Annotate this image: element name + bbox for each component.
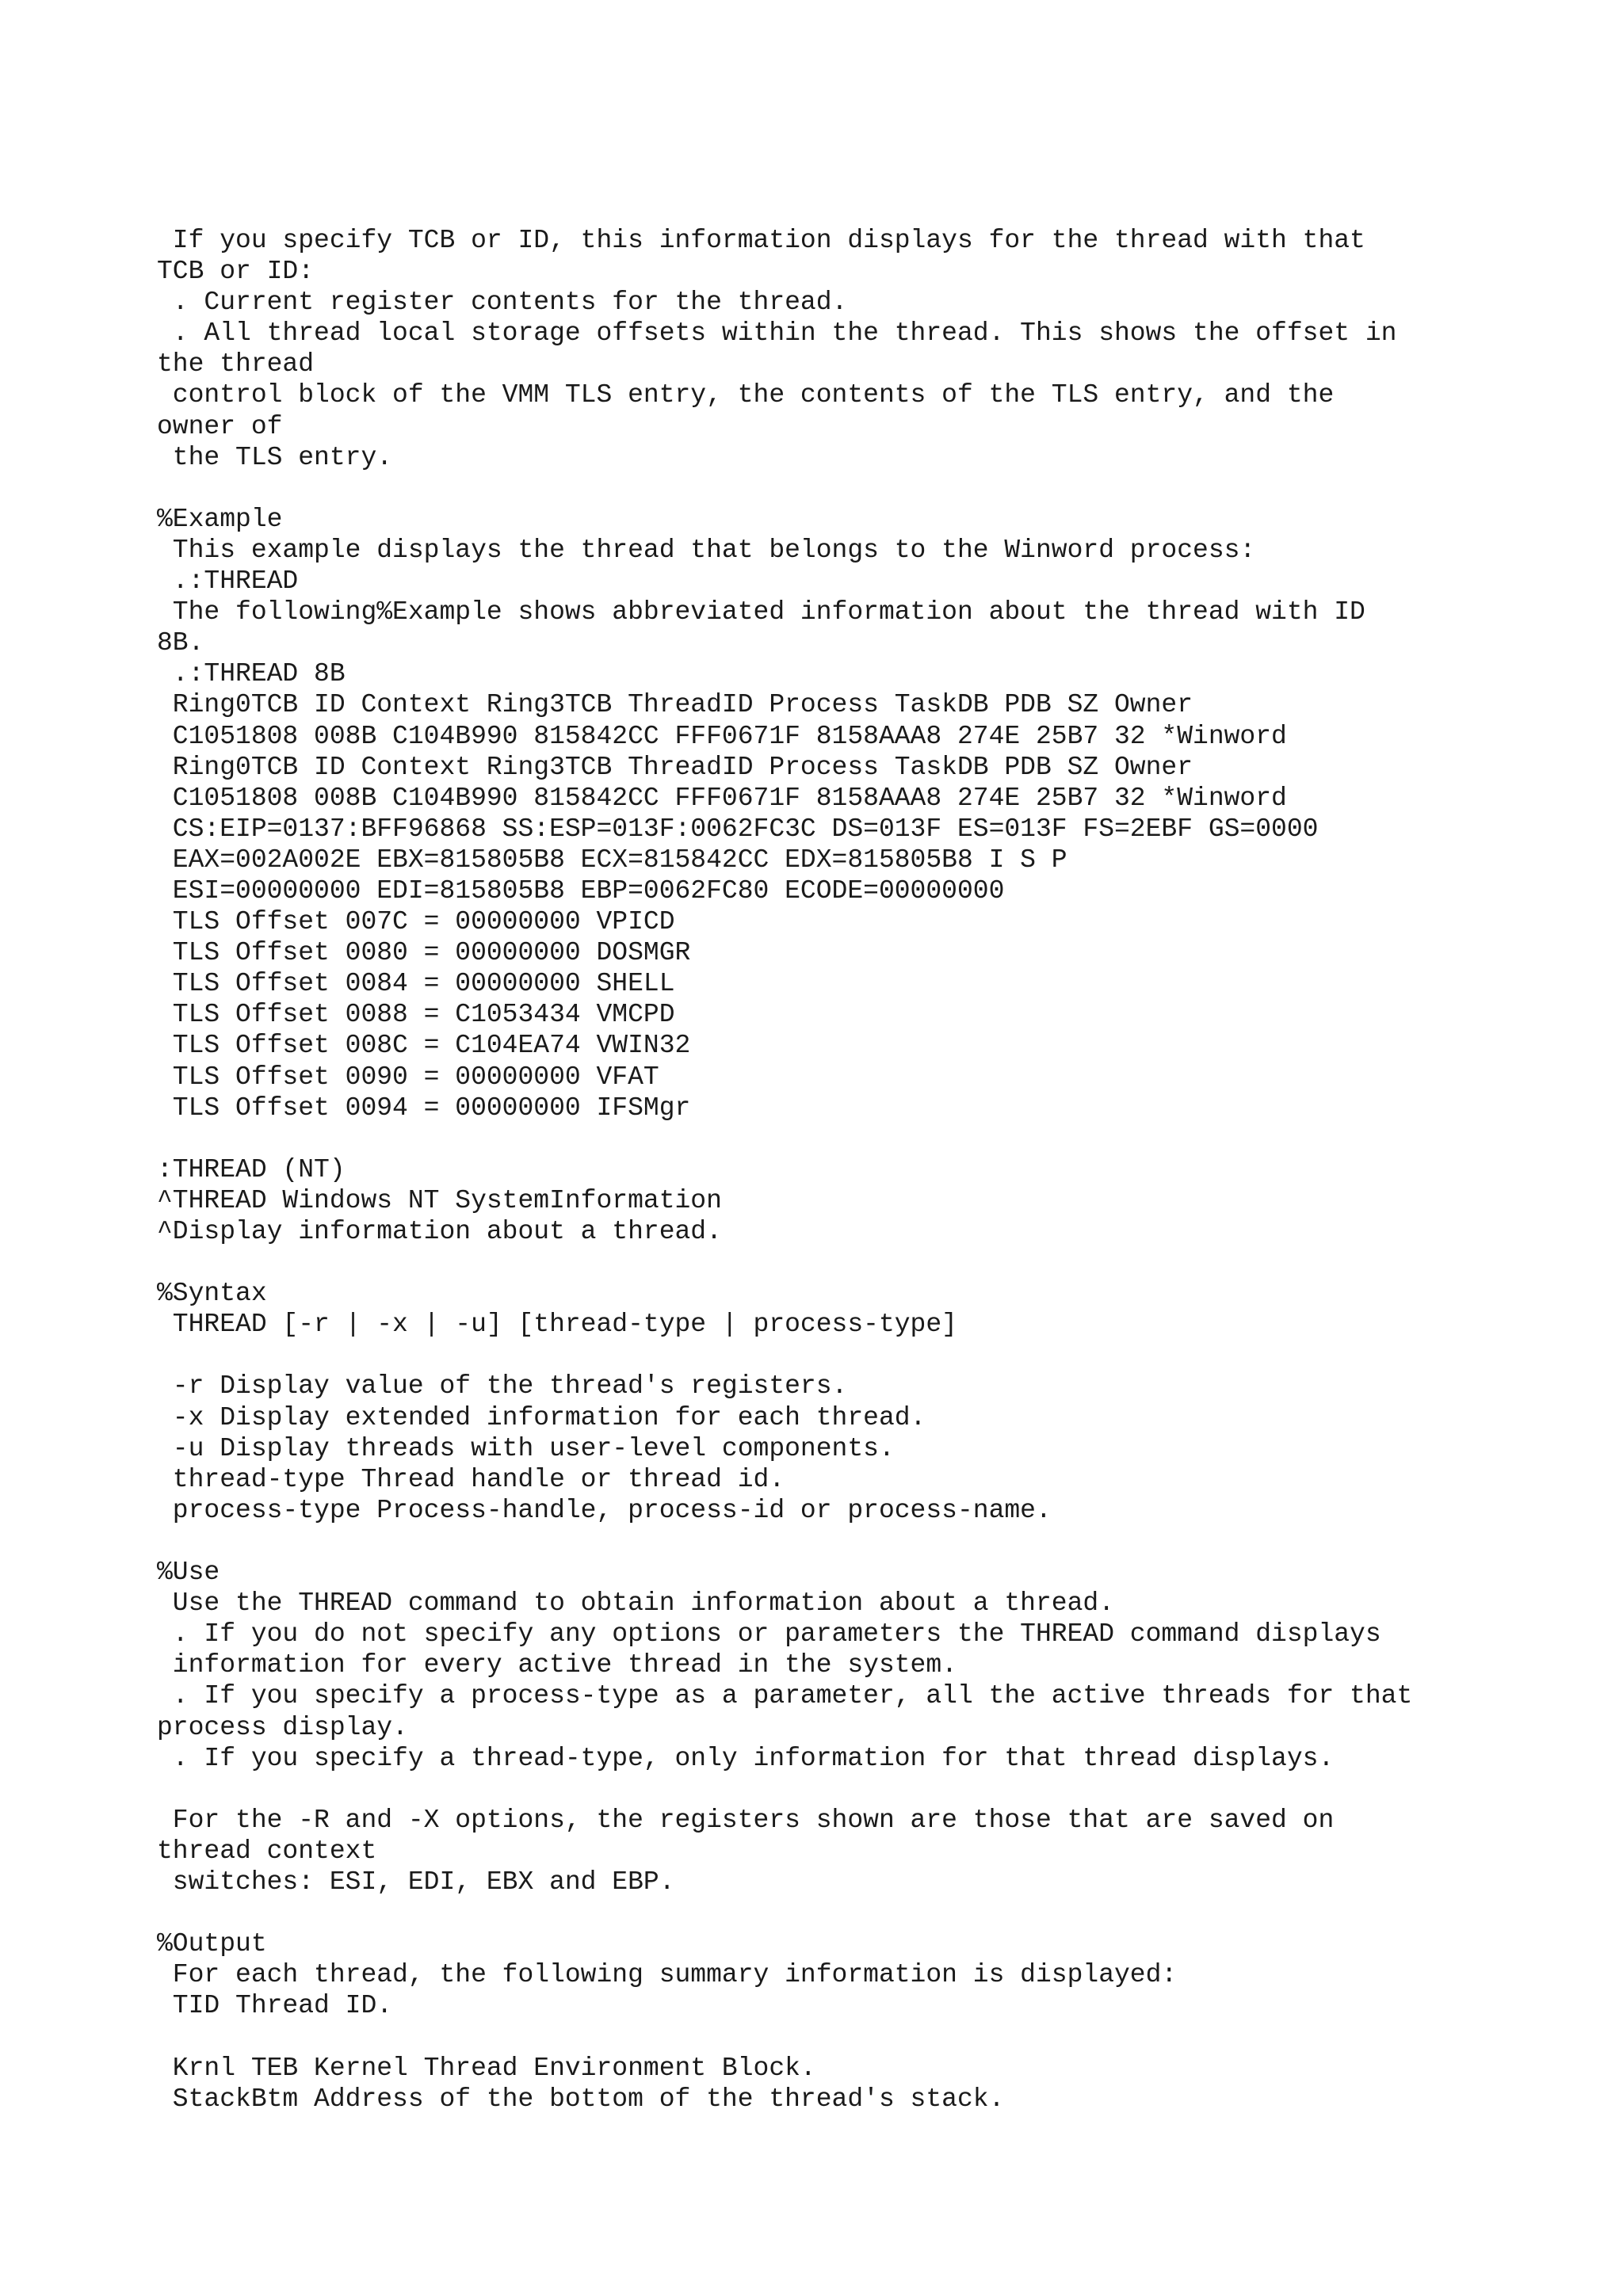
text-line: thread-type Thread handle or thread id. bbox=[157, 1464, 785, 1494]
text-line: .:THREAD 8B bbox=[157, 659, 346, 689]
text-line: ^THREAD Windows NT SystemInformation bbox=[157, 1185, 722, 1215]
text-line: -r Display value of the thread's registers. bbox=[157, 1371, 848, 1402]
text-line: ^Display information about a thread. bbox=[157, 1217, 722, 1246]
text-line: %Example bbox=[157, 504, 283, 534]
text-line: the TLS entry. bbox=[157, 442, 393, 472]
text-line: This example displays the thread that belongs to the Winword process: bbox=[157, 535, 1256, 565]
text-line: the thread bbox=[157, 349, 315, 379]
text-line: EAX=002A002E EBX=815805B8 ECX=815842CC EDX=815805B8 I S P bbox=[157, 845, 1067, 875]
text-line: thread context bbox=[157, 1836, 377, 1866]
text-line: TLS Offset 0084 = 00000000 SHELL bbox=[157, 969, 675, 999]
blank-line bbox=[157, 1247, 1583, 1278]
blank-line bbox=[157, 1340, 1583, 1371]
text-line: Use the THREAD command to obtain information about a thread. bbox=[157, 1589, 1114, 1619]
text-line: process-type Process-handle, process-id or process-name. bbox=[157, 1495, 1052, 1525]
text-line: The following%Example shows abbreviated information about the thread with ID bbox=[157, 597, 1365, 627]
text-line: C1051808 008B C104B990 815842CC FFF0671F 8158AAA8 274E 25B7 32 *Winword bbox=[157, 783, 1287, 813]
text-line: . Current register contents for the thread. bbox=[157, 288, 848, 318]
text-line: . All thread local storage offsets within the thread. This shows the offset in bbox=[157, 318, 1397, 349]
text-line: TCB or ID: bbox=[157, 257, 315, 287]
text-line: Ring0TCB ID Context Ring3TCB ThreadID Process TaskDB PDB SZ Owner bbox=[157, 690, 1193, 720]
text-line: . If you do not specify any options or parameters the THREAD command displays bbox=[157, 1619, 1381, 1650]
text-line: %Output bbox=[157, 1929, 267, 1959]
blank-line bbox=[157, 1526, 1583, 1557]
text-line: Ring0TCB ID Context Ring3TCB ThreadID Process TaskDB PDB SZ Owner bbox=[157, 752, 1193, 782]
text-line: .:THREAD bbox=[157, 566, 299, 597]
blank-line bbox=[157, 1123, 1583, 1154]
text-line: . If you specify a thread-type, only information for that thread displays. bbox=[157, 1743, 1335, 1773]
text-line: For the -R and -X options, the registers shown are those that are saved on bbox=[157, 1805, 1335, 1835]
text-line: TLS Offset 0094 = 00000000 IFSMgr bbox=[157, 1093, 691, 1123]
text-line: StackBtm Address of the bottom of the thread's stack. bbox=[157, 2084, 1005, 2114]
text-line: -u Display threads with user-level components. bbox=[157, 1433, 895, 1463]
text-line: 8B. bbox=[157, 628, 204, 658]
text-line: C1051808 008B C104B990 815842CC FFF0671F 8158AAA8 274E 25B7 32 *Winword bbox=[157, 721, 1287, 751]
text-line: TLS Offset 007C = 00000000 VPICD bbox=[157, 907, 675, 937]
text-line: :THREAD (NT) bbox=[157, 1154, 346, 1184]
text-line: ESI=00000000 EDI=815805B8 EBP=0062FC80 ECODE=00000000 bbox=[157, 875, 1005, 906]
text-line: . If you specify a process-type as a parameter, all the active threads for that bbox=[157, 1681, 1413, 1711]
blank-line bbox=[157, 1897, 1583, 1928]
text-line: If you specify TCB or ID, this information displays for the thread with that bbox=[157, 226, 1365, 255]
text-line: switches: ESI, EDI, EBX and EBP. bbox=[157, 1867, 675, 1897]
text-line: TLS Offset 0090 = 00000000 VFAT bbox=[157, 1062, 659, 1092]
text-line: %Syntax bbox=[157, 1279, 267, 1309]
text-line: CS:EIP=0137:BFF96868 SS:ESP=013F:0062FC3C DS=013F ES=013F FS=2EBF GS=0000 bbox=[157, 814, 1319, 844]
text-line: TLS Offset 008C = C104EA74 VWIN32 bbox=[157, 1031, 691, 1061]
document-body bbox=[157, 225, 1583, 2115]
text-line: TLS Offset 0080 = 00000000 DOSMGR bbox=[157, 938, 691, 968]
blank-line bbox=[157, 2021, 1583, 2052]
blank-line bbox=[157, 1774, 1583, 1805]
text-line: control block of the VMM TLS entry, the contents of the TLS entry, and the bbox=[157, 380, 1335, 410]
text-line: -x Display extended information for each thread. bbox=[157, 1402, 926, 1432]
text-line: process display. bbox=[157, 1712, 408, 1742]
text-line: For each thread, the following summary information is displayed: bbox=[157, 1960, 1178, 1990]
text-line: TID Thread ID. bbox=[157, 1991, 393, 2021]
text-line: THREAD [-r | -x | -u] [thread-type | process-type] bbox=[157, 1310, 957, 1340]
text-line: %Use bbox=[157, 1558, 220, 1588]
text-line: information for every active thread in the system. bbox=[157, 1650, 957, 1680]
text-line: owner of bbox=[157, 411, 283, 441]
text-line: TLS Offset 0088 = C1053434 VMCPD bbox=[157, 1000, 675, 1030]
blank-line bbox=[157, 473, 1583, 504]
text-line: Krnl TEB Kernel Thread Environment Block. bbox=[157, 2053, 816, 2083]
